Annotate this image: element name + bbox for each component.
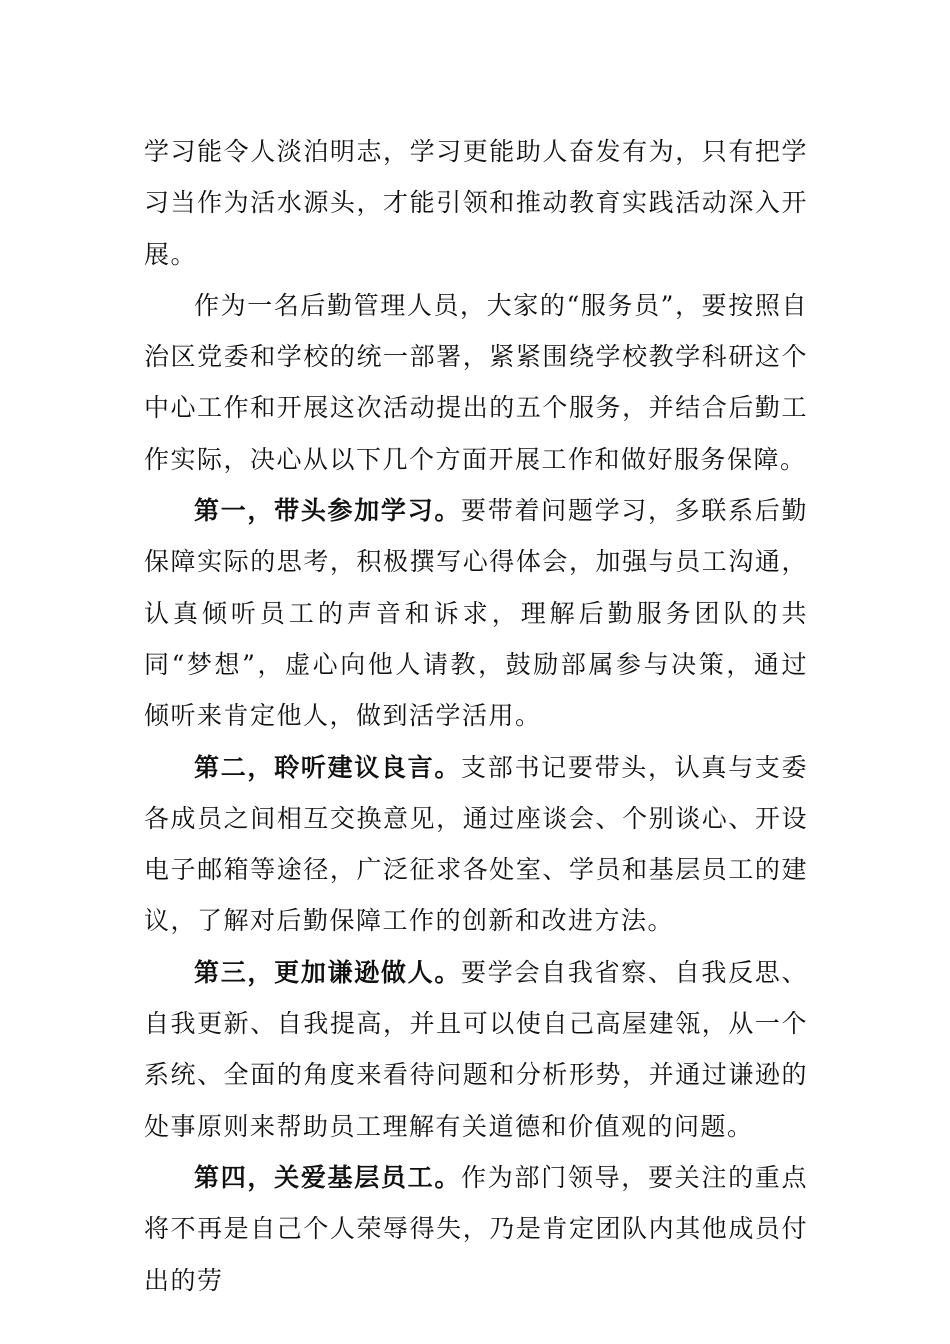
paragraph-lead: 第三，更加谦逊做人。 (194, 957, 462, 987)
paragraph-lead: 第一，带头参加学习。 (194, 496, 462, 526)
paragraph-text: 学习能令人淡泊明志，学习更能助人奋发有为，只有把学习当作为活水源头，才能引领和推动教育实践活动深入开展。 (144, 137, 808, 269)
paragraph-text: 作为一名后勤管理人员，大家的“服务员”，要按照自治区党委和学校的统一部署，紧紧围绕学校教学科研这个中心工作和开展这次活动提出的五个服务，并结合后勤工作实际，决心从以下几个方面开展工作和做好服务保障。 (144, 290, 808, 474)
paragraph-text: 支部书记要带头，认真与支委各成员之间相互交换意见，通过座谈会、个别谈心、开设电子邮箱等途径，广泛征求各处室、学员和基层员工的建议，了解对后勤保障工作的创新和改进方法。 (144, 752, 808, 936)
paragraph-text: 作为部门领导，要关注的重点将不再是自己个人荣辱得失，乃是肯定团队内其他成员付出的劳 (144, 1162, 808, 1295)
paragraph-lead: 第四，关爱基层员工。 (194, 1162, 462, 1192)
paragraph-text: 要带着问题学习，多联系后勤保障实际的思考，积极撰写心得体会，加强与员工沟通，认真倾听员工的声音和诉求，理解后勤服务团队的共同“梦想”，虚心向他人请教，鼓励部属参与决策，通过倾听来肯定他人，做到活学活用。 (144, 496, 808, 731)
document-body (144, 126, 808, 1306)
paragraph-point-3 (144, 947, 808, 1152)
paragraph-point-2 (144, 742, 808, 947)
paragraph-lead: 第二，聆听建议良言。 (194, 752, 462, 782)
paragraph-text: 要学会自我省察、自我反思、自我更新、自我提高，并且可以使自己高屋建瓴，从一个系统、全面的角度来看待问题和分析形势，并通过谦逊的处事原则来帮助员工理解有关道德和价值观的问题。 (144, 957, 808, 1141)
paragraph-intro (144, 280, 808, 485)
paragraph-point-4 (144, 1152, 808, 1306)
paragraph-continued (144, 126, 808, 280)
paragraph-point-1 (144, 485, 808, 741)
